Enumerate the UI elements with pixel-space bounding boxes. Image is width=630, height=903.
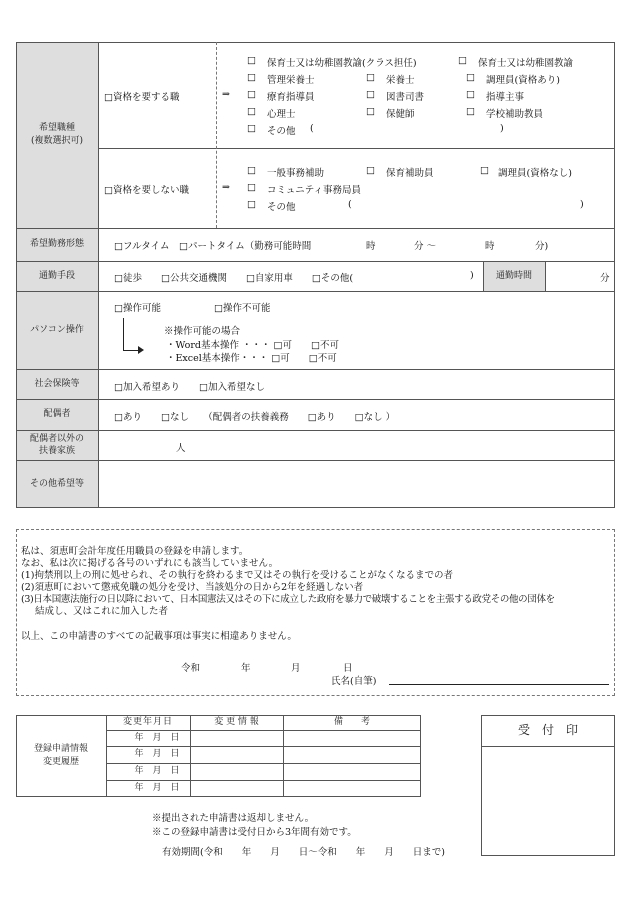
pc-excel-row[interactable]: ・Excel基本操作・・・ □可 □不可 [166,353,337,364]
qual-item-checkbox[interactable]: □ [366,106,375,117]
job-type-divider [216,42,217,228]
commute-other-close: ) [470,270,474,281]
arrow-right-icon [138,346,144,354]
qual-item-checkbox[interactable]: □ [466,106,475,117]
pc-skill-ng-checkbox[interactable]: □操作不可能 [214,303,271,314]
qual-item-checkbox[interactable]: □ [247,72,256,83]
declaration-item3-b: 結成し、又はこれに加入した者 [35,606,169,617]
note-not-returned: ※提出された申請書は返却しません。 [152,813,315,824]
arrow-line-horizontal [123,350,139,351]
declaration-item3-a: (3)日本国憲法施行の日以降において、日本国憲法又はその下に成立した政府を暴力で破壊することを主張する政党その他の団体を [21,594,555,605]
spouse-label: 配偶者 [43,409,71,419]
qual-item-checkbox[interactable]: □ [247,106,256,117]
pc-word-row[interactable]: ・Word基本操作 ・・・ □可 □不可 [166,340,339,351]
desired-job-label: 希望職種 (複数選択可) [30,123,84,146]
pc-skill-ok-checkbox[interactable]: □操作可能 [114,303,161,314]
work-start-hour-unit: 時 [366,241,376,252]
qual-other-open-paren: ( [310,123,314,134]
declaration-line1: 私は、須恵町会計年度任用職員の登録を申請します。 [21,546,249,557]
qual-item-label: 指導主事 [486,92,525,103]
qual-item-checkbox[interactable]: □ [458,55,467,66]
qual-item-label: 心理士 [267,109,296,120]
qualified-job-checkbox[interactable]: □資格を要する職 [104,92,180,103]
qual-item-label: 図書司書 [386,92,425,103]
declaration-item1: (1)拘禁刑以上の刑に処せられ、その執行を終わるまで又はその執行を受けることがなくなるまでの者 [21,570,454,581]
date-year-unit: 年 [241,663,251,674]
qual-item-label: 療育指導員 [267,92,315,103]
declaration-item2: (2)須恵町において懲戒免職の処分を受け、当該処分の日から2年を経過しない者 [21,582,364,593]
receipt-stamp-title: 受 付 印 [517,723,578,737]
unqual-item-label: コミュニティ事務局員 [267,185,362,196]
date-day-unit: 日 [343,663,353,674]
commute-label: 通勤手段 [38,270,75,281]
validity-dates: 有効期間(令和 年 月 日〜令和 年 月 日まで) [162,847,445,858]
qual-item-label: 保育士又は幼稚園教諭 [478,58,574,69]
insurance-label: 社会保険等 [34,378,80,389]
history-col-remarks: 備 考 [333,717,370,727]
work-start-minute-unit: 分 〜 [414,241,437,252]
qual-item-label: 学校補助教員 [486,109,544,120]
qual-item-label: 保育士又は幼稚園教諭(クラス担任) [267,58,417,69]
history-date-cell: 年 月 日 [134,749,180,759]
declaration-confirm: 以上、この申請書のすべての記載事項は事実に相違ありません。 [21,631,297,642]
unqual-item-label: 保育補助員 [386,168,434,179]
work-end-hour-unit: 時 [485,241,495,252]
qual-other-close-paren: ) [500,123,504,134]
history-col-date: 変更年月日 [122,717,173,727]
commute-time-label: 通勤時間 [495,270,532,281]
unqual-item-checkbox[interactable]: □ [480,165,489,176]
unqual-item-label: 調理員(資格なし) [498,168,572,179]
qual-item-checkbox[interactable]: □ [366,89,375,100]
qual-item-checkbox[interactable]: □ [466,72,475,83]
arrow-line-vertical [123,318,124,350]
work-style-options[interactable]: □フルタイム □パートタイム（勤務可能時間 [114,241,312,252]
declaration-box [16,529,615,696]
qualified-arrow: ⇒ [222,89,230,100]
history-date-cell: 年 月 日 [134,732,180,743]
work-style-label: 希望勤務形態 [29,239,84,249]
qual-item-label: 管理栄養士 [267,75,315,86]
qual-item-label: 保健師 [386,109,415,120]
work-end-minute-unit: 分) [535,241,549,252]
qual-item-label: 栄養士 [386,75,415,86]
unqual-item-checkbox[interactable]: □ [247,165,256,176]
pc-skill-label: パソコン操作 [30,324,84,335]
note-validity-period: ※この登録申請書は受付日から3年間有効です。 [152,827,357,838]
commute-minute-unit: 分 [600,273,610,284]
qual-item-checkbox[interactable]: □ [366,72,375,83]
label-divider [98,42,99,508]
pc-case-note: ※操作可能の場合 [164,326,241,337]
unqualified-arrow: ⇒ [222,182,230,193]
signature-label: 氏名(自筆) [331,676,377,687]
unqual-other-checkbox[interactable]: □ [247,199,256,210]
qual-other-checkbox[interactable]: □ [247,123,256,134]
qual-item-checkbox[interactable]: □ [466,89,475,100]
unqual-other-label: その他 [267,202,296,213]
declaration-line2: なお、私は次に掲げる各号のいずれにも該当していません。 [21,558,279,569]
history-label: 登録申請情報 変更履歴 [33,744,88,767]
qual-item-label: 調理員(資格あり) [486,75,560,86]
dependents-label: 配偶者以外の 扶養家族 [29,434,84,456]
qual-item-checkbox[interactable]: □ [247,89,256,100]
spouse-options[interactable]: □あり □なし （配偶者の扶養義務 □あり □なし ） [114,412,396,423]
signature-line[interactable] [389,684,609,685]
other-requests-label: その他希望等 [29,478,84,489]
unqualified-job-checkbox[interactable]: □資格を要しない職 [104,185,189,196]
history-col-info: 変 更 情 報 [214,717,259,727]
qual-item-checkbox[interactable]: □ [247,55,256,66]
unqual-item-checkbox[interactable]: □ [366,165,375,176]
dependents-unit: 人 [176,443,186,454]
unqual-other-open-paren: ( [348,199,352,210]
history-date-cell: 年 月 日 [134,766,180,776]
commute-options[interactable]: □徒歩 □公共交通機関 □自家用車 □その他( [114,273,354,284]
unqual-other-close-paren: ) [580,199,584,210]
insurance-options[interactable]: □加入希望あり □加入希望なし [114,382,265,393]
date-era: 令和 [181,663,201,674]
unqual-item-label: 一般事務補助 [267,168,325,179]
history-date-cell: 年 月 日 [134,783,180,793]
unqual-item-checkbox[interactable]: □ [247,182,256,193]
date-month-unit: 月 [291,663,301,674]
qual-other-label: その他 [267,126,296,137]
